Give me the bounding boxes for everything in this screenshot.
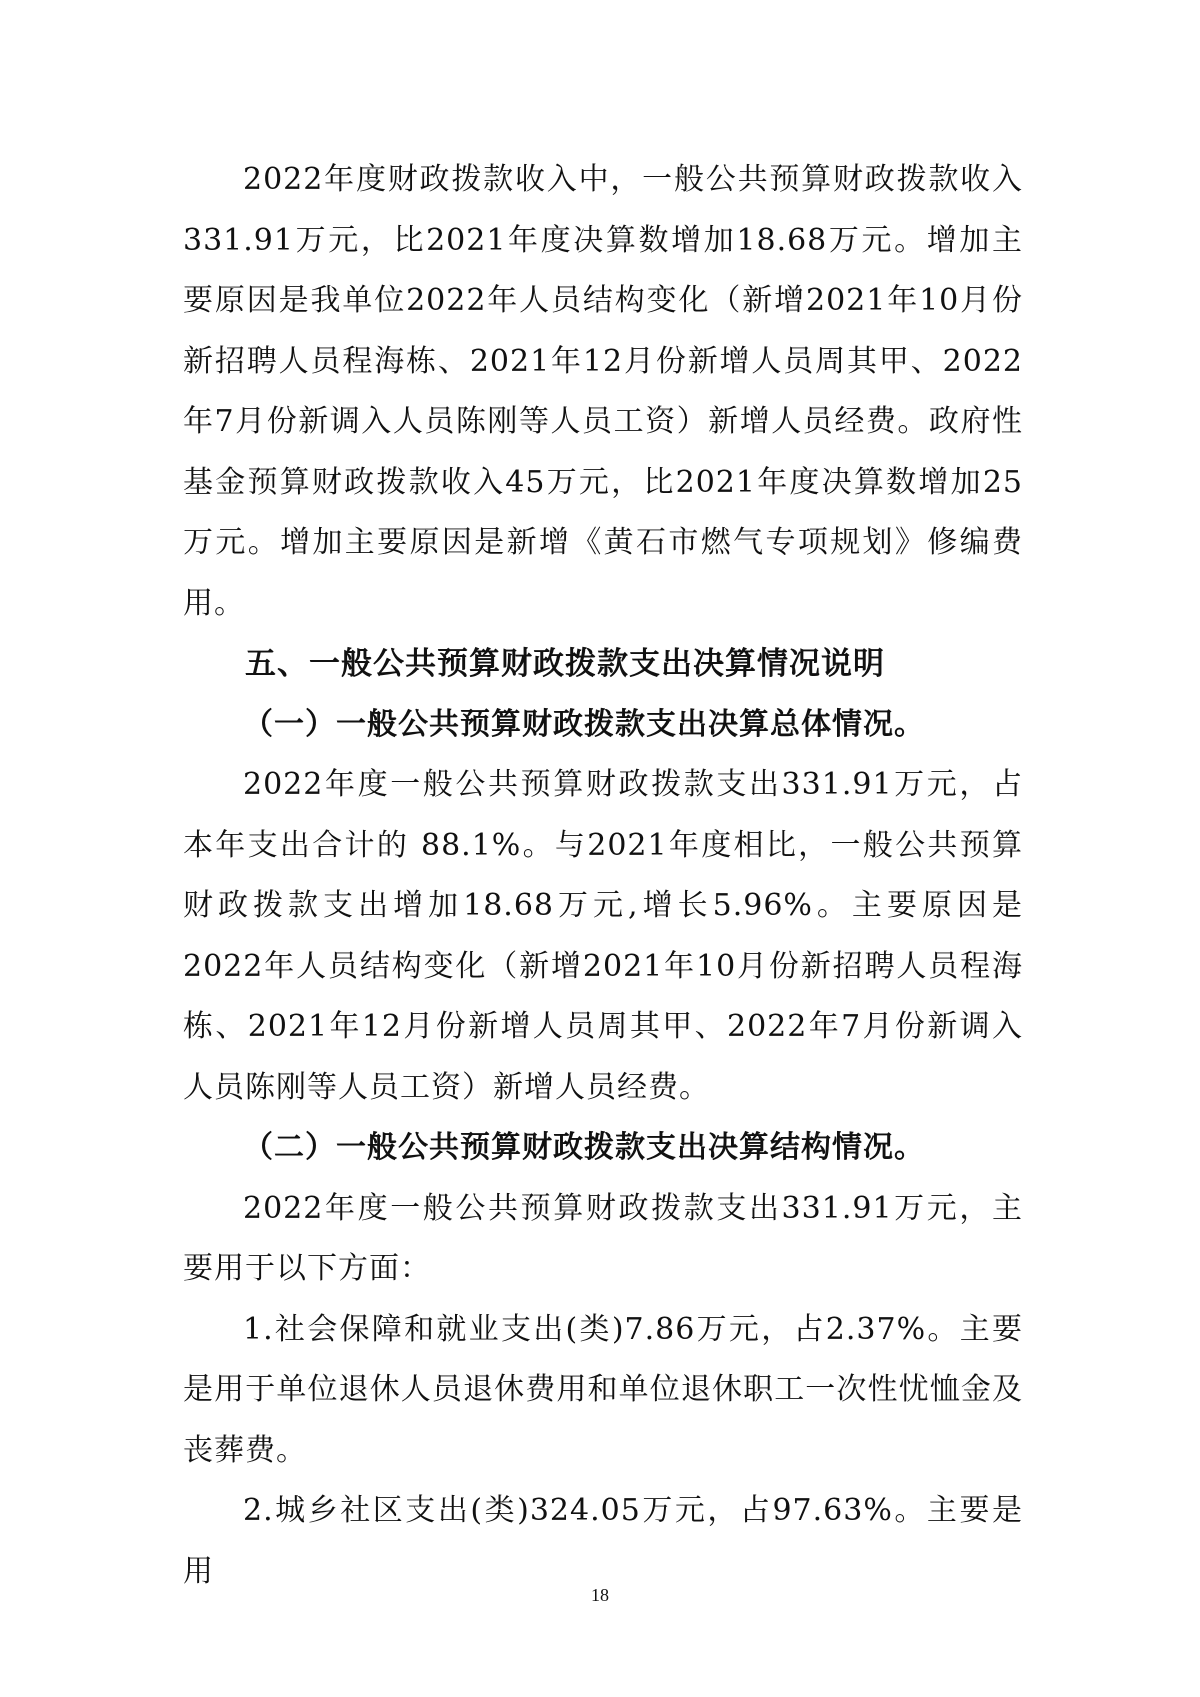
paragraph-item-social-security: 1.社会保障和就业支出(类)7.86万元，占2.37%。主要是用于单位退休人员退休费用和单位退休职工一次性忧恤金及丧葬费。 <box>183 1311 1023 1468</box>
document-body <box>183 150 1023 1602</box>
page-number: 18 <box>591 1585 609 1605</box>
paragraph-overall-expenditure: 2022年度一般公共预算财政拨款支出331.91万元，占本年支出合计的 88.1%。与2021年度相比，一般公共预算财政拨款支出增加18.68万元,增长5.96%。主要原因是2022年人员结构变化（新增2021年10月份新招聘人员程海栋、2021年12月份新增人员周其甲、2022年7月份新调入人员陈刚等人员工资）新增人员经费。 <box>183 767 1023 1105</box>
section-heading-five: 五、一般公共预算财政拨款支出决算情况说明 <box>245 646 885 682</box>
paragraph-item-urban-rural: 2.城乡社区支出(类)324.05万元，占97.63%。主要是用 <box>183 1493 1023 1589</box>
subsection-heading-structure: （二）一般公共预算财政拨款支出决算结构情况。 <box>243 1130 925 1165</box>
paragraph-fiscal-revenue: 2022年度财政拨款收入中，一般公共预算财政拨款收入331.91万元，比2021年度决算数增加18.68万元。增加主要原因是我单位2022年人员结构变化（新增2021年10月份新招聘人员程海栋、2021年12月份新增人员周其甲、2022年7月份新调入人员陈刚等人员工资）新增人员经费。政府性基金预算财政拨款收入45万元，比2021年度决算数增加25万元。增加主要原因是新增《黄石市燃气专项规划》修编费用。 <box>183 162 1023 621</box>
paragraph-structure-intro: 2022年度一般公共预算财政拨款支出331.91万元，主要用于以下方面： <box>183 1190 1023 1286</box>
subsection-heading-overall: （一）一般公共预算财政拨款支出决算总体情况。 <box>243 706 925 742</box>
